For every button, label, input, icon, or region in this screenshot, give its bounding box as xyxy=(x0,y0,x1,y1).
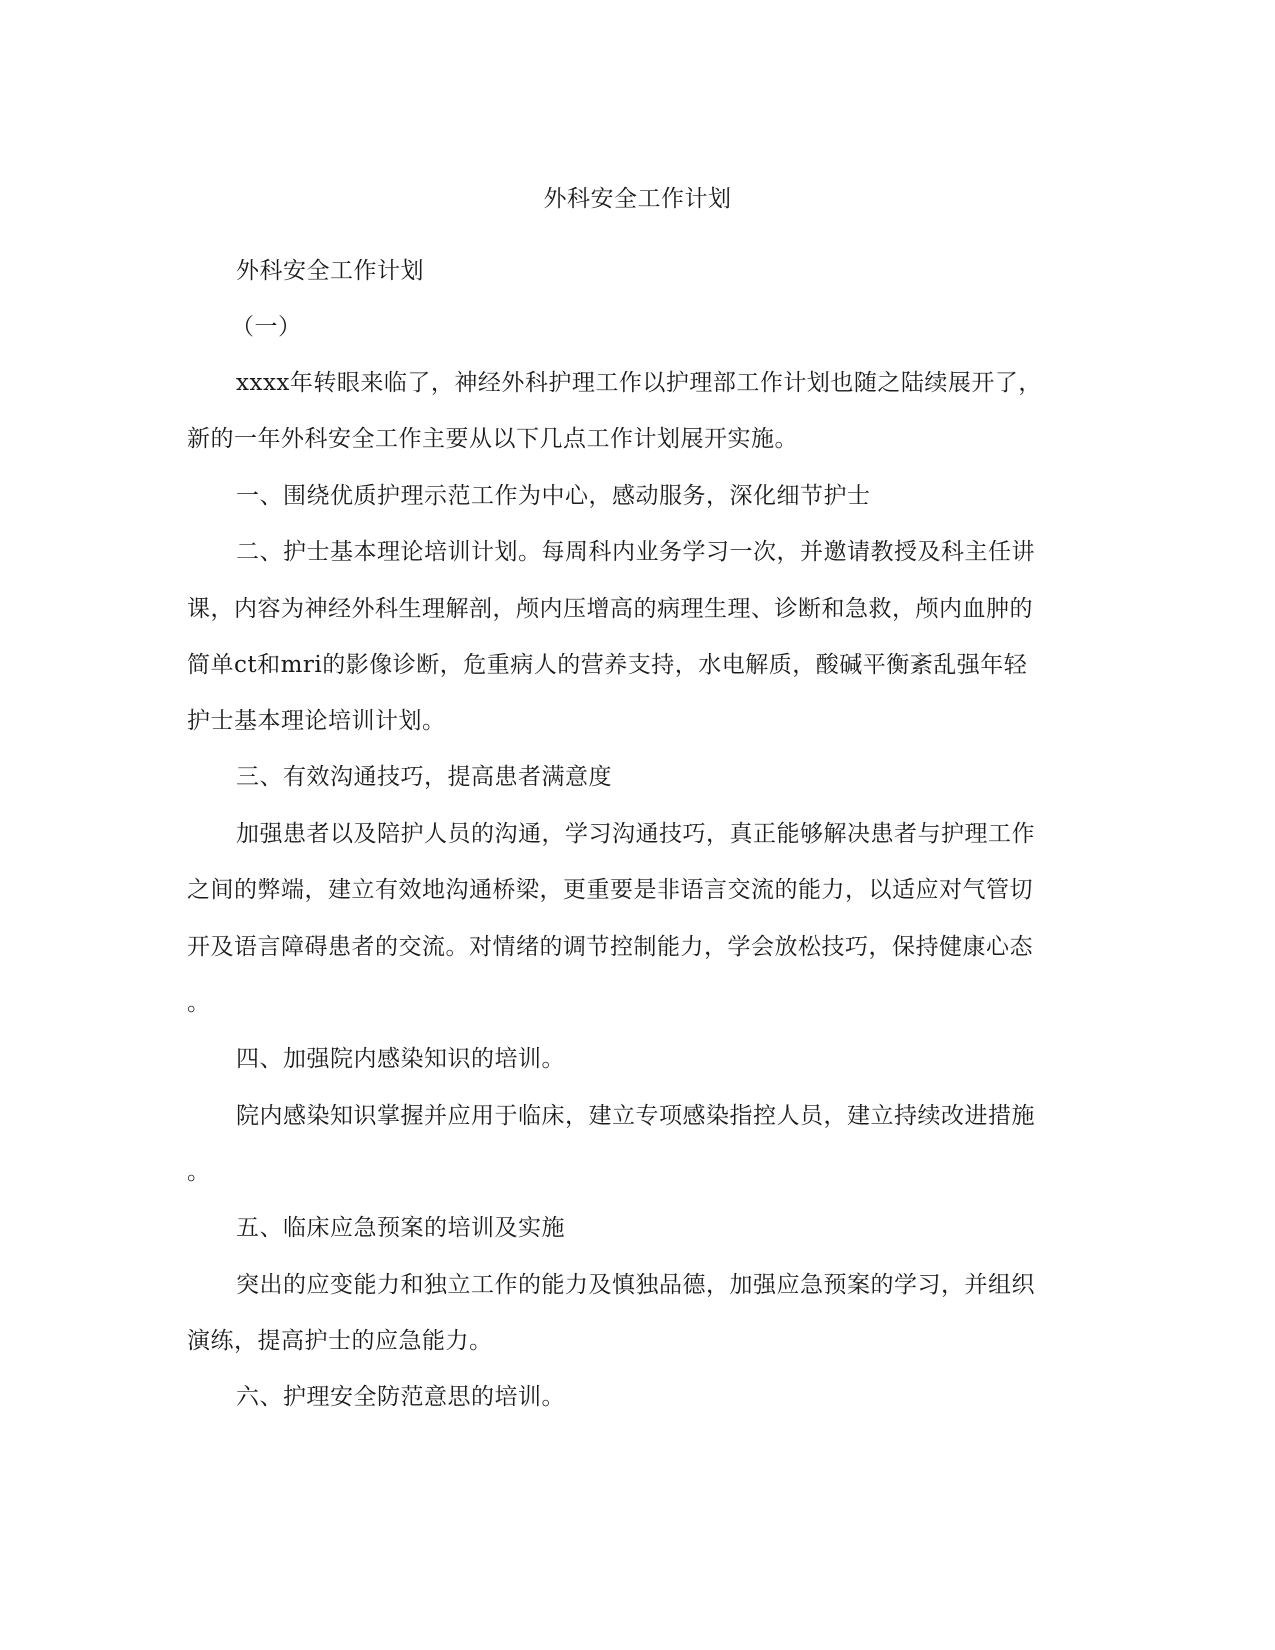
section-heading: 六、护理安全防范意思的培训。 xyxy=(236,1384,565,1410)
section-number: （一） xyxy=(231,314,302,340)
paragraph-line: 之间的弊端，建立有效地沟通桥梁，更重要是非语言交流的能力，以适应对气管切 xyxy=(187,877,1033,903)
paragraph-line: 演练，提高护士的应急能力。 xyxy=(187,1328,493,1354)
paragraph-line: 护士基本理论培训计划。 xyxy=(187,708,446,734)
paragraph-line: 突出的应变能力和独立工作的能力及慎独品德，加强应急预案的学习，并组织 xyxy=(236,1272,1035,1298)
paragraph-line: 加强患者以及陪护人员的沟通，学习沟通技巧，真正能够解决患者与护理工作 xyxy=(236,821,1035,847)
section-heading: 四、加强院内感染知识的培训。 xyxy=(236,1046,565,1072)
subtitle: 外科安全工作计划 xyxy=(236,258,424,284)
section-heading: 五、临床应急预案的培训及实施 xyxy=(236,1215,565,1241)
paragraph-line: 。 xyxy=(187,990,211,1016)
paragraph-line: 新的一年外科安全工作主要从以下几点工作计划展开实施。 xyxy=(187,426,798,452)
paragraph-line: 课，内容为神经外科生理解剖，颅内压增高的病理生理、诊断和急救，颅内血肿的 xyxy=(187,596,1033,622)
paragraph-line: 二、护士基本理论培训计划。每周科内业务学习一次，并邀请教授及科主任讲 xyxy=(236,539,1035,565)
paragraph-line: 。 xyxy=(187,1159,211,1185)
section-heading: 三、有效沟通技巧，提高患者满意度 xyxy=(236,764,612,790)
paragraph-line: 开及语言障碍患者的交流。对情绪的调节控制能力，学会放松技巧，保持健康心态 xyxy=(187,934,1033,960)
paragraph-line: xxxx年转眼来临了，神经外科护理工作以护理部工作计划也随之陆续展开了， xyxy=(236,370,1042,396)
section-heading: 一、围绕优质护理示范工作为中心，感动服务，深化细节护士 xyxy=(236,483,871,509)
paragraph-line: 简单ct和mri的影像诊断，危重病人的营养支持，水电解质，酸碱平衡紊乱强年轻 xyxy=(187,652,1028,678)
page-title: 外科安全工作计划 xyxy=(543,186,732,212)
paragraph-line: 院内感染知识掌握并应用于临床，建立专项感染指控人员，建立持续改进措施 xyxy=(236,1103,1035,1129)
